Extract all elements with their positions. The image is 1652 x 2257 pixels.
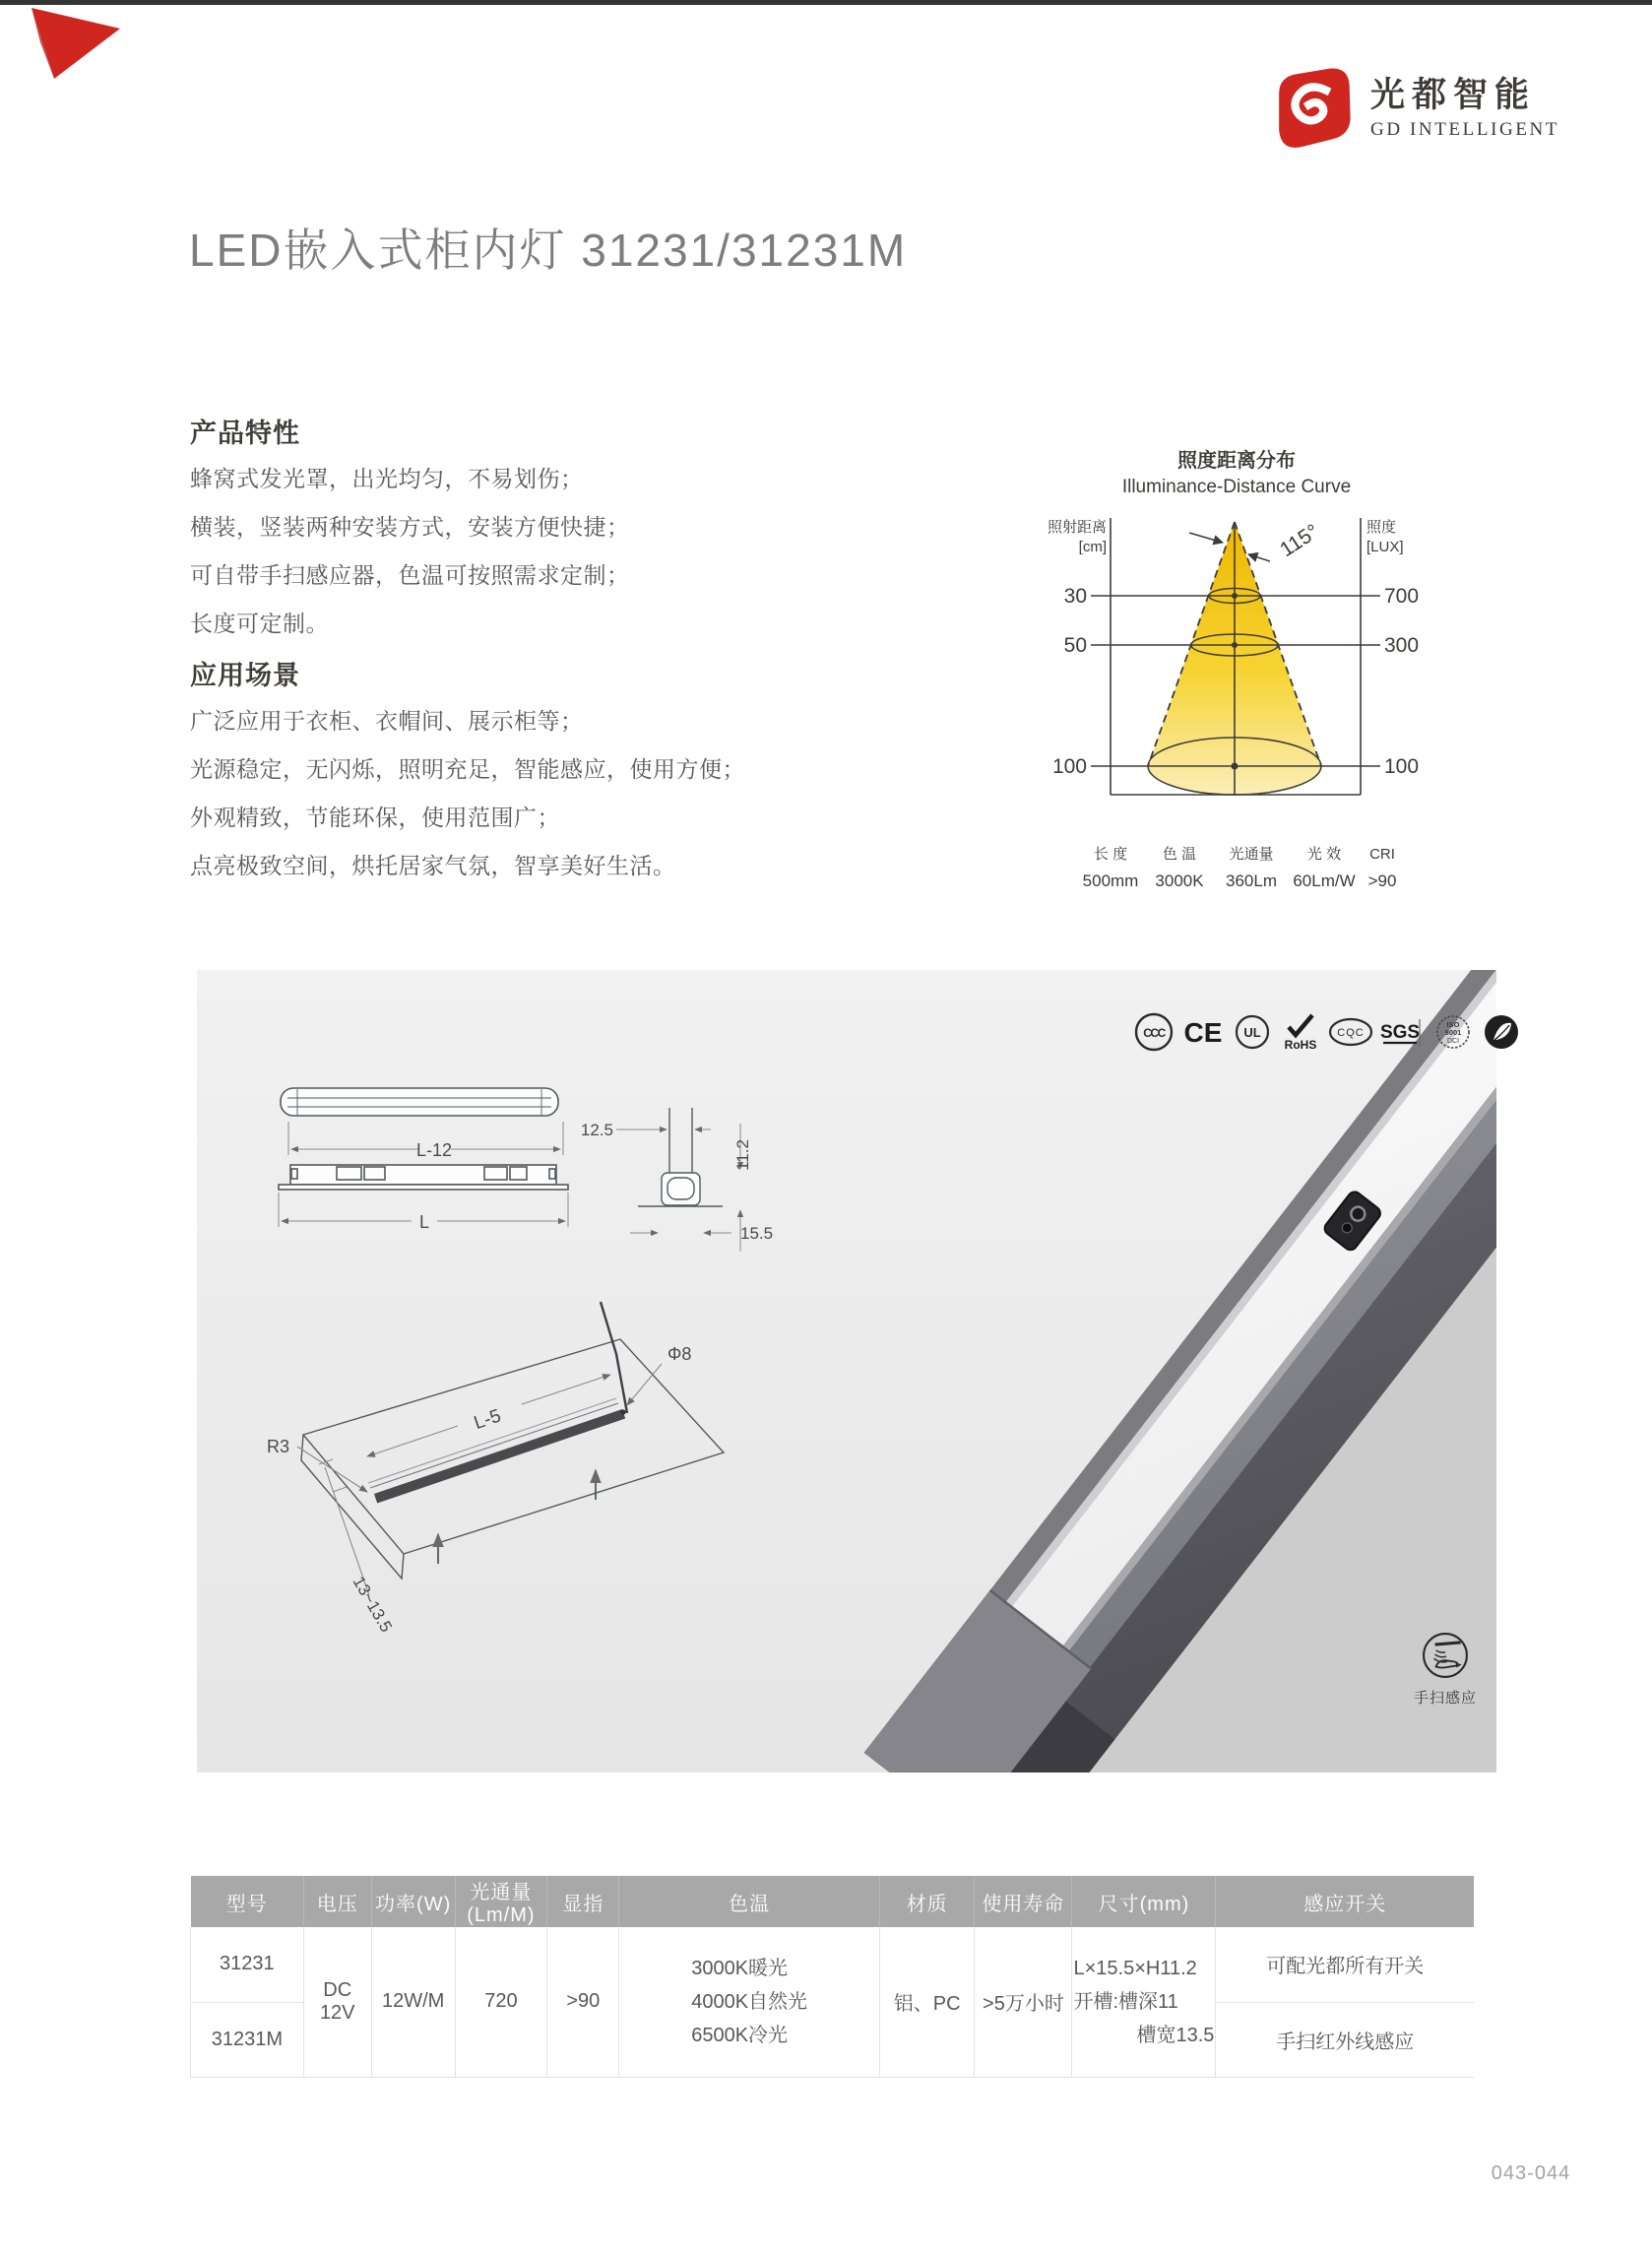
header-dimensions: 尺寸(mm) <box>1072 1876 1216 1927</box>
stat-label-efficacy: 光 效 <box>1306 846 1342 863</box>
feature-line: 横装，竖装两种安装方式，安装方便快捷； <box>190 514 630 540</box>
application-line: 光源稳定，无闪烁，照明充足，智能感应，使用方便； <box>190 756 745 782</box>
cell-cct <box>619 1927 880 2077</box>
cell-sensor-2: 手扫红外线感应 <box>1216 2002 1474 2077</box>
side-view-base <box>279 1185 568 1190</box>
header-lifespan: 使用寿命 <box>975 1876 1072 1927</box>
front-view-bar <box>281 1088 558 1116</box>
spec-table <box>190 1876 1474 2078</box>
application-line: 外观精致，节能环保，使用范围广； <box>190 805 560 830</box>
application-line: 点亮极致空间，烘托居家气氛，智享美好生活。 <box>190 853 676 878</box>
right-axis-unit: [LUX] <box>1366 539 1404 555</box>
ce-icon <box>1180 1009 1226 1055</box>
right-tick-100: 100 <box>1384 755 1420 778</box>
svg-text:ISO: ISO <box>1446 1020 1460 1029</box>
cell-model-1: 31231 <box>191 1927 304 2002</box>
header-power: 功率(W) <box>371 1876 455 1927</box>
sgs-icon <box>1379 1009 1427 1055</box>
rohs-icon <box>1279 1009 1322 1055</box>
left-tick-30: 30 <box>1063 585 1087 608</box>
dim-label-155: 15.5 <box>740 1224 774 1243</box>
brand-logo <box>1270 63 1559 154</box>
stat-label-flux: 光通量 <box>1229 846 1274 863</box>
cell-model-2: 31231M <box>191 2002 304 2077</box>
dim-label-r3: R3 <box>266 1437 289 1456</box>
center-dot <box>1232 642 1238 648</box>
cell-power: 12W/M <box>371 1927 455 2077</box>
application-line: 广泛应用于衣柜、衣帽间、展示柜等； <box>190 708 584 734</box>
stat-value-length: 500mm <box>1082 871 1139 890</box>
svg-text:CQC: CQC <box>1337 1027 1365 1039</box>
red-corner-ribbon-icon <box>30 8 124 81</box>
svg-text:9001: 9001 <box>1444 1028 1462 1037</box>
technical-drawings <box>236 1029 1083 1738</box>
dim-label-l5: L-5 <box>471 1405 504 1435</box>
showcase-panel <box>197 970 1496 1773</box>
left-tick-50: 50 <box>1063 634 1087 657</box>
brand-name-cn: 光都智能 <box>1370 76 1537 115</box>
angle-arrow-right <box>1248 554 1270 561</box>
header-cct: 色温 <box>619 1876 880 1927</box>
stat-value-cri: >90 <box>1367 871 1397 890</box>
center-dot <box>1232 593 1238 599</box>
ul-icon <box>1231 1009 1274 1055</box>
header-model: 型号 <box>191 1876 304 1927</box>
dim-label-112: 11.2 <box>733 1139 752 1171</box>
left-axis-label: 照射距离 <box>1047 519 1107 536</box>
features-text <box>190 455 630 648</box>
page-title: LED嵌入式柜内灯 31231/31231M <box>189 225 908 276</box>
stat-value-cct: 3000K <box>1155 871 1204 890</box>
dim-line: 开槽:槽深11 <box>1073 1990 1178 2013</box>
features-heading: 产品特性 <box>190 419 300 448</box>
ccc-icon <box>1132 1009 1175 1055</box>
right-tick-300: 300 <box>1384 634 1420 657</box>
header-cri: 显指 <box>547 1876 619 1927</box>
left-tick-100: 100 <box>1051 755 1087 778</box>
chart-title-cn: 照度距离分布 <box>1177 450 1296 472</box>
stat-label-cri: CRI <box>1369 846 1395 863</box>
header-material: 材质 <box>879 1876 974 1927</box>
eco-leaf-icon <box>1480 1009 1523 1055</box>
center-dot <box>1232 763 1239 770</box>
dim-label-l: L <box>418 1212 430 1232</box>
feature-line: 长度可定制。 <box>190 611 329 636</box>
svg-text:SGS: SGS <box>1379 1022 1421 1043</box>
cct-line: 4000K自然光 <box>691 1990 808 2013</box>
left-axis-unit: [cm] <box>1078 539 1107 555</box>
stat-label-cct: 色 温 <box>1162 846 1197 863</box>
cct-line: 3000K暖光 <box>691 1957 789 1979</box>
hand-sweep-icon <box>1422 1632 1469 1679</box>
stat-value-flux: 360Lm <box>1226 871 1277 890</box>
angle-arrow-left <box>1189 533 1223 543</box>
cell-cri: >90 <box>547 1927 619 2077</box>
cell-dimensions <box>1072 1927 1216 2077</box>
spec-header-row <box>191 1876 1475 1927</box>
dim-line: L×15.5×H11.2 <box>1073 1957 1197 1979</box>
chart-title-en: Illuminance-Distance Curve <box>1121 477 1352 497</box>
header-voltage: 电压 <box>303 1876 371 1927</box>
cct-line: 6500K冷光 <box>691 2024 789 2046</box>
iso9001-icon <box>1431 1009 1475 1055</box>
applications-text <box>190 697 745 890</box>
hand-sweep-badge <box>1400 1632 1491 1708</box>
dim-label-phi8: Φ8 <box>667 1344 692 1364</box>
hand-sweep-label: 手扫感应 <box>1413 1690 1477 1707</box>
cell-sensor-1: 可配光都所有开关 <box>1216 1927 1474 2002</box>
header-flux: 光通量(Lm/M) <box>455 1876 547 1927</box>
svg-text:CCC: CCC <box>1143 1026 1165 1040</box>
spec-row-31231 <box>191 1927 1475 2002</box>
cell-voltage: DC 12V <box>303 1927 371 2077</box>
right-axis-label: 照度 <box>1366 519 1397 536</box>
certification-row <box>1132 1009 1523 1055</box>
stat-label-length: 长 度 <box>1093 846 1128 863</box>
applications-heading: 应用场景 <box>190 661 300 690</box>
svg-text:RoHS: RoHS <box>1284 1038 1317 1052</box>
dim-label-l12: L-12 <box>415 1140 453 1160</box>
stat-value-efficacy: 60Lm/W <box>1293 871 1356 890</box>
dim-line: 槽宽13.5 <box>1136 2024 1215 2046</box>
feature-line: 蜂窝式发光罩，出光均匀，不易划伤； <box>190 466 584 491</box>
cell-material: 铝、PC <box>879 1927 974 2077</box>
cell-lifespan: >5万小时 <box>975 1927 1072 2077</box>
beam-angle-label: 115° <box>1276 520 1323 562</box>
svg-text:DCI: DCI <box>1446 1038 1460 1045</box>
top-border-line <box>0 0 1652 5</box>
illuminance-distance-chart <box>1042 431 1485 904</box>
cell-flux: 720 <box>455 1927 547 2077</box>
page-number: 043-044 <box>1491 2162 1571 2184</box>
dim-label-125: 12.5 <box>580 1121 613 1139</box>
header-sensor: 感应开关 <box>1216 1876 1474 1927</box>
svg-text:UL: UL <box>1243 1025 1261 1040</box>
gd-logo-icon <box>1270 63 1357 154</box>
cqc-icon <box>1327 1009 1374 1055</box>
svg-text:CE: CE <box>1183 1017 1223 1048</box>
brand-name-en: GD INTELLIGENT <box>1370 118 1560 140</box>
right-tick-700: 700 <box>1384 585 1420 608</box>
dim-label-1313: 13~13.5 <box>349 1573 396 1636</box>
feature-line: 可自带手扫感应器，色温可按照需求定制； <box>190 562 630 588</box>
